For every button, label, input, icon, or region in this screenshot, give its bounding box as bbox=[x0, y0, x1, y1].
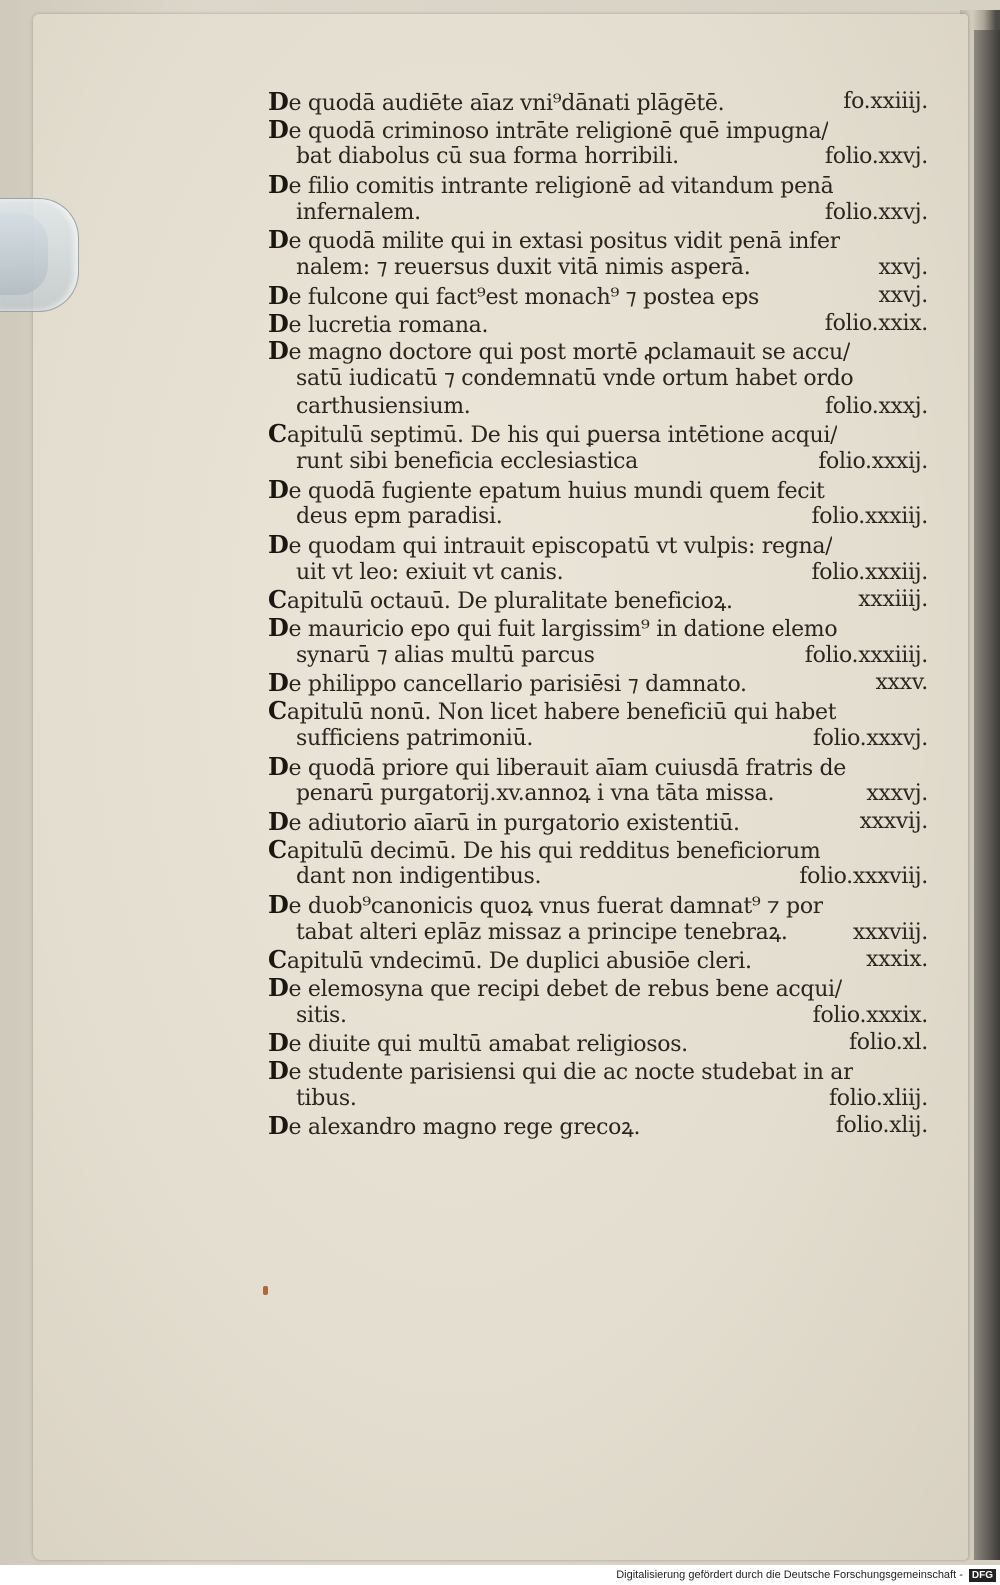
toc-line-text bbox=[296, 919, 788, 947]
folio-reference bbox=[920, 891, 928, 919]
folio-reference: xxvj. bbox=[878, 255, 928, 281]
entry-title: e quodam qui intrauit episcopatū vt vulpis: regna/ bbox=[288, 534, 833, 559]
toc-line bbox=[268, 559, 928, 587]
toc-line-text bbox=[296, 559, 563, 587]
toc-line-text bbox=[268, 226, 840, 254]
entry-title: apitulū octauū. De pluralitate beneficioꝝ. bbox=[286, 589, 733, 615]
decorated-initial: D bbox=[268, 115, 289, 144]
toc-line-text bbox=[268, 753, 846, 781]
toc-line-text bbox=[296, 199, 421, 227]
folio-reference bbox=[920, 476, 928, 504]
toc-line-text bbox=[268, 669, 747, 697]
toc-line-text bbox=[268, 476, 825, 504]
toc-line bbox=[268, 171, 928, 199]
entry-title: bat diabolus cū sua forma horribili. bbox=[296, 144, 679, 170]
entry-title: e lucretia romana. bbox=[288, 312, 489, 338]
folio-reference bbox=[920, 974, 928, 1002]
toc-line-text bbox=[268, 614, 837, 642]
toc-line-text bbox=[296, 448, 638, 476]
folio-reference bbox=[920, 1057, 928, 1085]
toc-line-text bbox=[296, 1085, 357, 1113]
toc-line bbox=[268, 503, 928, 531]
decorated-initial: D bbox=[268, 281, 289, 310]
toc-line bbox=[268, 669, 928, 697]
decorated-initial: D bbox=[268, 337, 289, 365]
toc-line-text bbox=[296, 503, 502, 531]
entry-title: tabat alteri eplāz missaz a principe tenebraꝝ. bbox=[296, 919, 788, 945]
folio-reference bbox=[920, 226, 928, 254]
folio-reference bbox=[920, 116, 928, 144]
toc-line bbox=[268, 310, 928, 338]
folio-reference bbox=[920, 531, 928, 559]
toc-line-text bbox=[296, 863, 541, 891]
entry-title: dant non indigentibus. bbox=[296, 864, 542, 890]
toc-line bbox=[268, 143, 928, 171]
entry-title: e elemosyna que recipi debet de rebus bene acqui/ bbox=[288, 977, 842, 1002]
toc-line bbox=[268, 974, 928, 1002]
entry-title: e philippo cancellario parisiēsi ⁊ damnato. bbox=[288, 672, 747, 698]
decorated-initial: D bbox=[268, 531, 289, 559]
decorated-initial: C bbox=[268, 946, 287, 974]
page-clip-inner bbox=[0, 213, 48, 295]
toc-line-text bbox=[268, 1029, 688, 1057]
folio-reference: fo.xxiiij. bbox=[843, 89, 928, 114]
toc-line bbox=[268, 88, 928, 116]
entry-title: sufficiens patrimoniū. bbox=[296, 725, 534, 751]
toc-line-text bbox=[268, 420, 837, 448]
toc-line bbox=[268, 1085, 928, 1113]
entry-title: e quodā audiēte aīaz vni⁹dānati plāgētē. bbox=[288, 91, 725, 116]
toc-line-text bbox=[296, 143, 679, 171]
folio-reference bbox=[920, 753, 928, 781]
entry-title: penarū purgatorij.xv.annoꝝ i vna tāta missa. bbox=[296, 781, 775, 807]
decorated-initial: D bbox=[268, 171, 289, 199]
folio-reference: xxxvij. bbox=[859, 808, 928, 834]
folio-reference: folio.xxxvj. bbox=[812, 725, 928, 751]
toc-line-text bbox=[268, 531, 832, 559]
toc-line bbox=[268, 946, 928, 974]
decorated-initial: D bbox=[268, 88, 289, 116]
toc-line-text bbox=[296, 365, 853, 393]
entry-title: e quodā criminoso intrāte religionē quē impugna/ bbox=[288, 118, 829, 144]
folio-reference bbox=[920, 697, 928, 725]
toc-line-text bbox=[268, 697, 836, 725]
toc-line-text bbox=[268, 836, 820, 864]
folio-reference: folio.xxvj. bbox=[824, 199, 928, 225]
toc-line-text bbox=[268, 946, 752, 974]
folio-reference: folio.xxxij. bbox=[818, 448, 928, 474]
folio-reference: folio.xl. bbox=[848, 1030, 928, 1056]
toc-line bbox=[268, 863, 928, 891]
folio-reference bbox=[920, 420, 928, 448]
toc-line-text bbox=[268, 586, 733, 614]
toc-line bbox=[268, 476, 928, 504]
decorated-initial: C bbox=[268, 697, 287, 725]
entry-title: e studente parisiensi qui die ac nocte studebat in ar bbox=[288, 1060, 854, 1085]
decorated-initial: D bbox=[268, 1029, 289, 1058]
entry-title: apitulū vndecimū. De duplici abusiōe cleri. bbox=[286, 949, 752, 974]
folio-reference: folio.xxxiij. bbox=[811, 504, 928, 530]
folio-reference: xxvj. bbox=[878, 282, 928, 308]
toc-line-text bbox=[268, 974, 842, 1002]
entry-title: e magno doctore qui post mortē ꝓclamauit se accu/ bbox=[288, 340, 850, 365]
toc-line bbox=[268, 337, 928, 365]
toc-line-text bbox=[296, 393, 471, 421]
decorated-initial: D bbox=[268, 475, 289, 504]
folio-reference: folio.xlij. bbox=[835, 1113, 928, 1139]
folio-reference: xxxiiij. bbox=[858, 587, 928, 613]
toc-line-text bbox=[268, 282, 759, 310]
toc-line bbox=[268, 697, 928, 725]
toc-line bbox=[268, 1029, 928, 1057]
folio-reference bbox=[920, 836, 928, 864]
toc-line bbox=[268, 586, 928, 614]
toc-line bbox=[268, 836, 928, 864]
decorated-initial: D bbox=[268, 974, 289, 1002]
folio-reference: folio.xxxiiij. bbox=[804, 642, 928, 668]
entry-title: runt sibi beneficia ecclesiastica bbox=[296, 448, 638, 474]
toc-line-text bbox=[268, 1112, 640, 1140]
entry-title: uit vt leo: exiuit vt canis. bbox=[296, 559, 564, 585]
folio-reference bbox=[920, 365, 928, 393]
folio-reference: folio.xxxviij. bbox=[799, 864, 928, 890]
table-of-contents bbox=[268, 88, 928, 1140]
entry-title: e filio comitis intrante religionē ad vitandum penā bbox=[288, 174, 834, 199]
entry-title: nalem: ⁊ reuersus duxit vitā nimis asperā. bbox=[296, 255, 751, 281]
folio-reference: folio.xxix. bbox=[824, 310, 928, 336]
toc-line bbox=[268, 531, 928, 559]
folio-reference: xxxv. bbox=[875, 670, 928, 696]
folio-reference bbox=[920, 614, 928, 642]
decorated-initial: D bbox=[268, 890, 289, 919]
entry-title: e quodā priore qui liberauit aīam cuiusdā fratris de bbox=[288, 755, 847, 781]
folio-reference: xxxix. bbox=[866, 947, 928, 973]
entry-title: tibus. bbox=[296, 1085, 357, 1111]
toc-line bbox=[268, 642, 928, 670]
entry-title: e alexandro magno rege grecoꝝ. bbox=[288, 1115, 641, 1141]
folio-reference: folio.xxxj. bbox=[824, 393, 928, 419]
entry-title: e adiutorio aīarū in purgatorio existentiū. bbox=[288, 810, 740, 836]
folio-reference: folio.xliij. bbox=[828, 1085, 928, 1111]
folio-reference: xxxviij. bbox=[852, 919, 928, 945]
toc-line bbox=[268, 282, 928, 310]
toc-line bbox=[268, 1002, 928, 1030]
toc-line-text bbox=[296, 780, 774, 808]
folio-reference: xxxvj. bbox=[866, 781, 928, 807]
entry-title: apitulū septimū. De his qui ꝑuersa intētione acqui/ bbox=[286, 423, 838, 448]
footer-bar bbox=[0, 1565, 1000, 1585]
decorated-initial: C bbox=[268, 420, 287, 448]
toc-line-text bbox=[268, 310, 488, 338]
toc-line bbox=[268, 891, 928, 919]
entry-title: e mauricio epo qui fuit largissim⁹ in datione elemo bbox=[288, 617, 838, 642]
toc-line bbox=[268, 393, 928, 421]
entry-title: sitis. bbox=[296, 1002, 347, 1028]
folio-reference: folio.xxxiij. bbox=[811, 559, 928, 585]
ink-mark bbox=[263, 1286, 268, 1295]
toc-line-text bbox=[268, 171, 833, 199]
decorated-initial: D bbox=[268, 1112, 289, 1141]
entry-title: infernalem. bbox=[296, 199, 421, 225]
decorated-initial: D bbox=[268, 614, 289, 642]
toc-line-text bbox=[268, 1057, 853, 1085]
entry-title: e fulcone qui fact⁹est monach⁹ ⁊ postea eps bbox=[288, 284, 759, 310]
entry-title: carthusiensium. bbox=[296, 393, 471, 419]
toc-line-text bbox=[296, 254, 750, 282]
book-spine bbox=[974, 30, 1000, 1560]
entry-title: satū iudicatū ⁊ condemnatū vnde ortum habet ordo bbox=[296, 365, 854, 391]
decorated-initial: D bbox=[268, 752, 289, 781]
decorated-initial: D bbox=[268, 1057, 289, 1085]
entry-title: e diuite qui multū amabat religiosos. bbox=[288, 1032, 688, 1058]
folio-reference bbox=[920, 337, 928, 365]
toc-line bbox=[268, 448, 928, 476]
folio-reference: folio.xxxix. bbox=[812, 1002, 928, 1028]
decorated-initial: D bbox=[268, 309, 289, 338]
page-clip bbox=[0, 198, 79, 312]
footer-credit-text: Digitalisierung gefördert durch die Deutsche Forschungsgemeinschaft - bbox=[616, 1569, 963, 1581]
toc-line-text bbox=[296, 642, 595, 670]
toc-line-text bbox=[296, 725, 533, 753]
entry-title: e quodā milite qui in extasi positus vidit penā infer bbox=[288, 229, 840, 255]
toc-line-text bbox=[268, 808, 740, 836]
toc-line bbox=[268, 116, 928, 144]
toc-line bbox=[268, 199, 928, 227]
toc-line bbox=[268, 365, 928, 393]
decorated-initial: D bbox=[268, 226, 289, 255]
entry-title: apitulū decimū. De his qui redditus beneficiorum bbox=[286, 838, 821, 864]
toc-line-text bbox=[268, 337, 850, 365]
toc-line bbox=[268, 614, 928, 642]
dfg-logo: DFG bbox=[969, 1569, 996, 1582]
toc-line bbox=[268, 780, 928, 808]
toc-line bbox=[268, 725, 928, 753]
toc-line bbox=[268, 1057, 928, 1085]
entry-title: synarū ⁊ alias multū parcus bbox=[296, 642, 595, 668]
toc-line-text bbox=[268, 891, 823, 919]
toc-line bbox=[268, 226, 928, 254]
entry-title: apitulū nonū. Non licet habere beneficiū qui habet bbox=[286, 700, 837, 725]
folio-reference bbox=[920, 171, 928, 199]
toc-line-text bbox=[268, 88, 724, 116]
folio-reference: folio.xxvj. bbox=[824, 144, 928, 170]
decorated-initial: C bbox=[268, 835, 287, 864]
toc-line bbox=[268, 1112, 928, 1140]
toc-line bbox=[268, 254, 928, 282]
decorated-initial: C bbox=[268, 586, 287, 615]
toc-line-text bbox=[296, 1002, 347, 1030]
entry-title: deus epm paradisi. bbox=[296, 504, 503, 530]
toc-line bbox=[268, 919, 928, 947]
decorated-initial: D bbox=[268, 669, 289, 698]
entry-title: e duob⁹canonicis quoꝝ vnus fuerat damnat⁹ ⁊ por bbox=[288, 893, 824, 919]
toc-line-text bbox=[268, 116, 828, 144]
toc-line bbox=[268, 420, 928, 448]
decorated-initial: D bbox=[268, 807, 289, 836]
toc-line bbox=[268, 753, 928, 781]
toc-line bbox=[268, 808, 928, 836]
entry-title: e quodā fugiente epatum huius mundi quem fecit bbox=[288, 478, 825, 504]
